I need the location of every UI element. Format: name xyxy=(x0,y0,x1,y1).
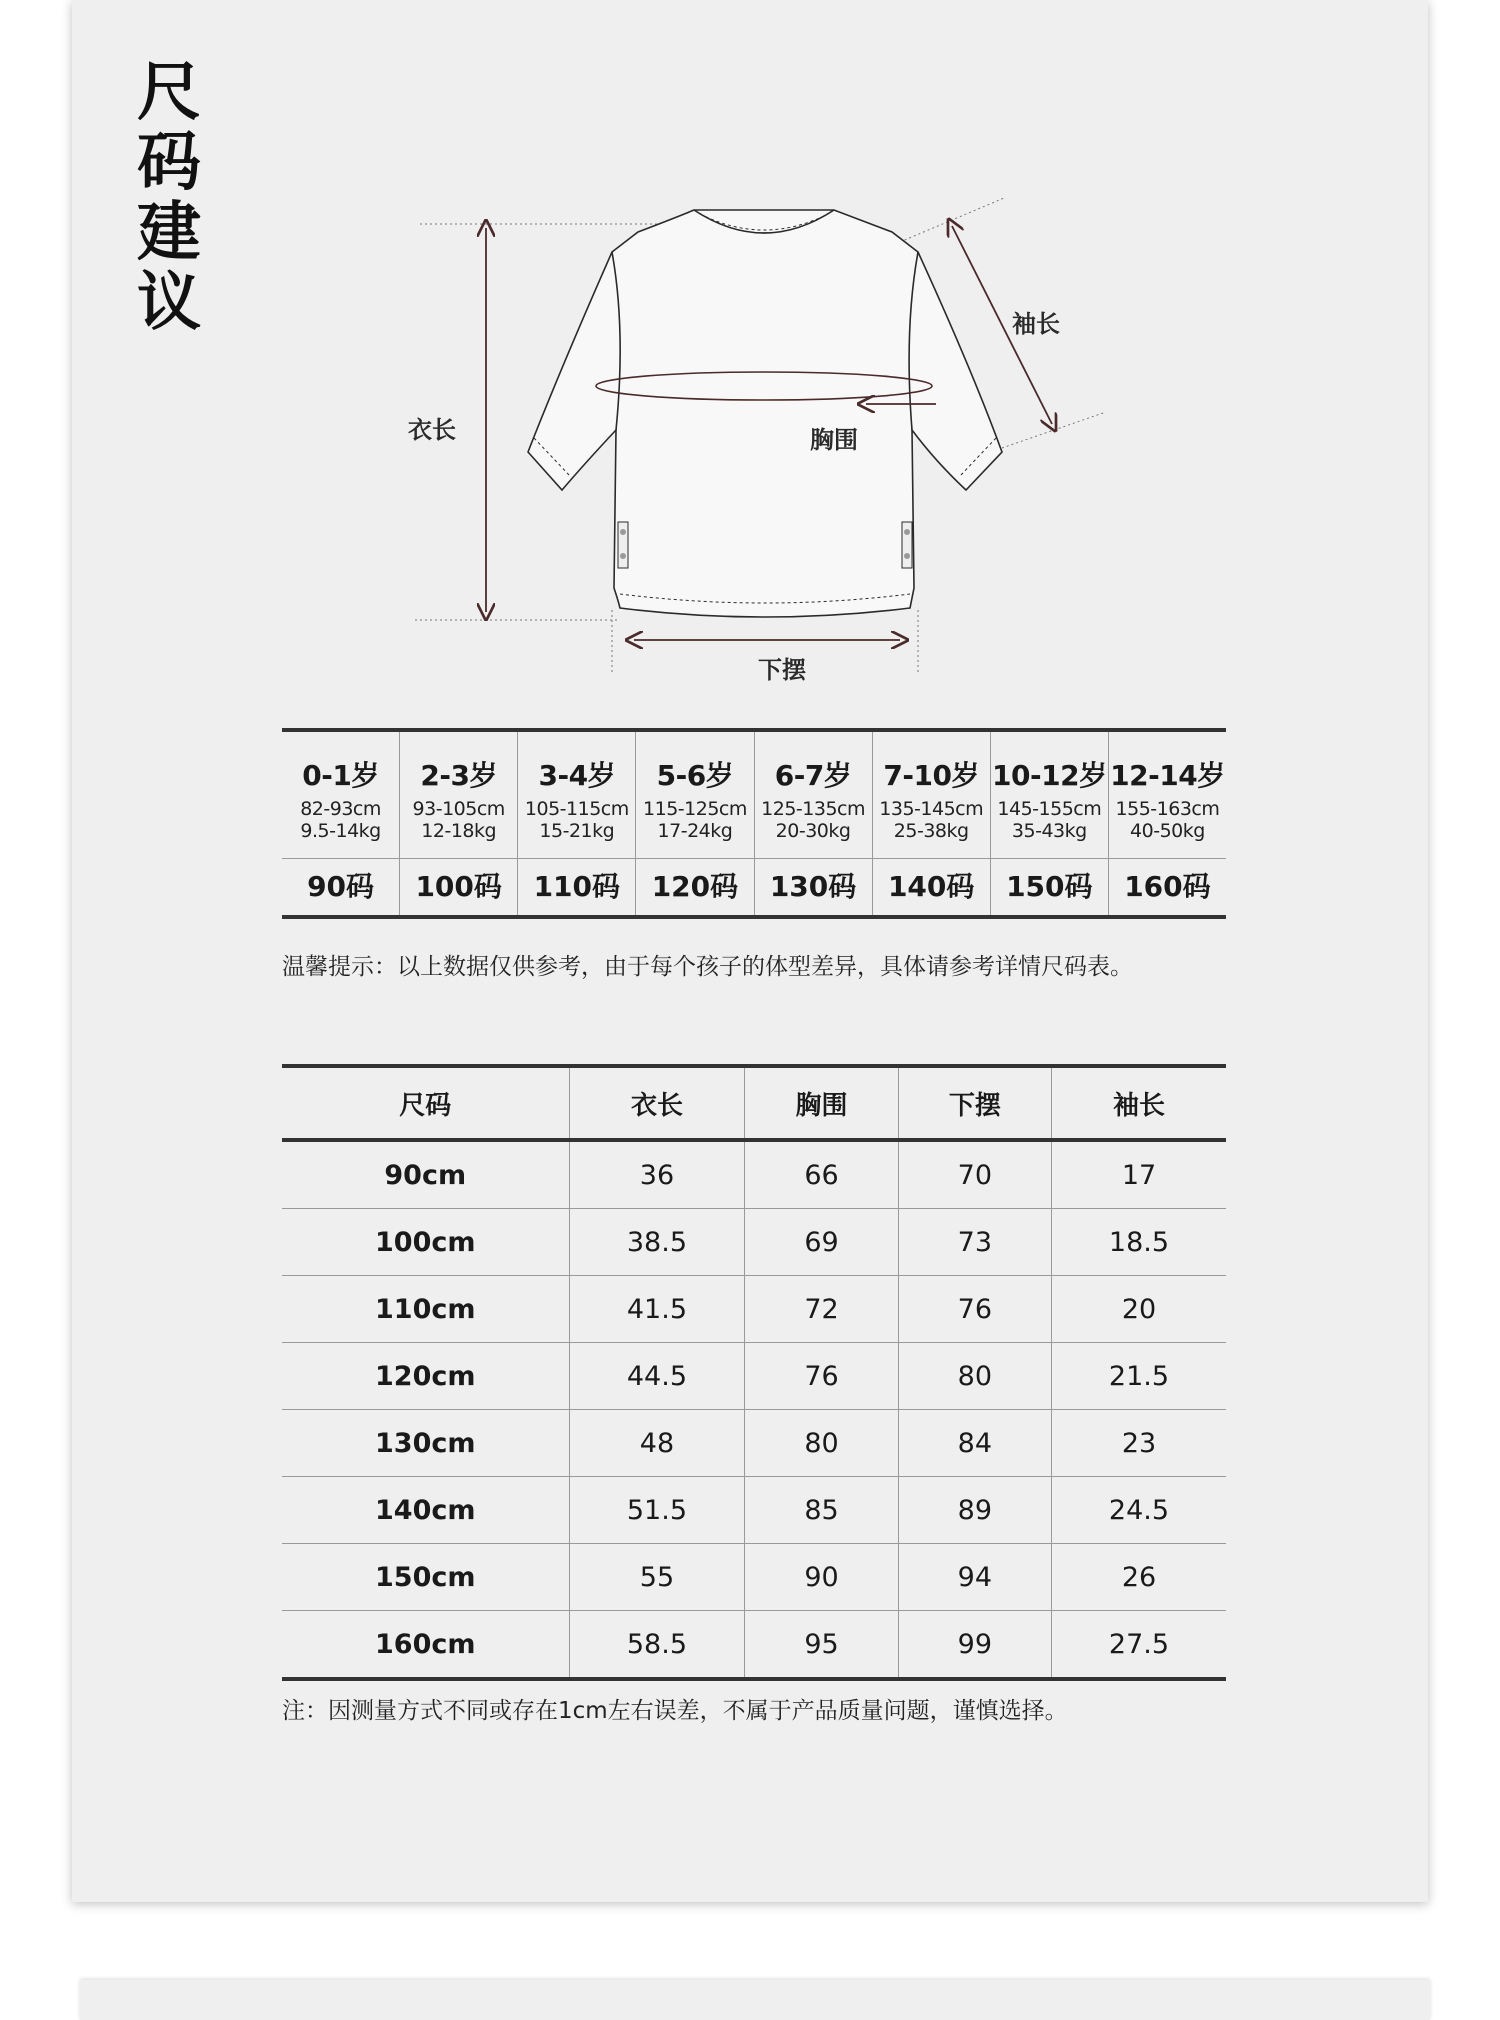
title-char: 码 xyxy=(137,126,201,200)
table-row xyxy=(282,1544,1226,1611)
age-range: 6-7岁 xyxy=(774,759,852,792)
recommendation-column xyxy=(282,732,399,915)
measurement-cell: 66 xyxy=(745,1140,898,1209)
age-range: 2-3岁 xyxy=(420,759,497,792)
column-header: 胸围 xyxy=(745,1066,898,1140)
height-range: 125-135cm xyxy=(761,798,865,820)
measurement-note: 注：因测量方式不同或存在1cm左右误差，不属于产品质量问题，谨慎选择。 xyxy=(282,1698,1068,1724)
measurement-cell: 36 xyxy=(569,1140,745,1209)
age-range: 5-6岁 xyxy=(656,759,734,792)
shirt-outline xyxy=(528,210,1002,617)
height-range: 115-125cm xyxy=(643,798,747,820)
size-chart-table xyxy=(282,1064,1226,1681)
size-cell: 110cm xyxy=(282,1276,569,1343)
page-title xyxy=(134,58,204,338)
measurement-cell: 69 xyxy=(745,1209,898,1276)
table-row xyxy=(282,1276,1226,1343)
recommendation-column xyxy=(990,732,1108,915)
measurement-cell: 85 xyxy=(745,1477,898,1544)
age-range: 7-10岁 xyxy=(883,759,979,792)
measurement-cell: 44.5 xyxy=(569,1343,745,1410)
recommended-size: 110码 xyxy=(518,858,635,915)
measurement-cell: 76 xyxy=(745,1343,898,1410)
measurement-cell: 24.5 xyxy=(1051,1477,1226,1544)
size-cell: 140cm xyxy=(282,1477,569,1544)
size-cell: 150cm xyxy=(282,1544,569,1611)
height-range: 135-145cm xyxy=(879,798,984,820)
height-range: 82-93cm xyxy=(300,798,381,820)
size-cell: 130cm xyxy=(282,1410,569,1477)
weight-range: 12-18kg xyxy=(421,820,497,842)
height-range: 155-163cm xyxy=(1115,798,1220,820)
measurement-cell: 95 xyxy=(745,1611,898,1680)
recommendation-column xyxy=(754,732,872,915)
recommendation-column xyxy=(1108,732,1226,915)
size-cell: 90cm xyxy=(282,1140,569,1209)
recommended-size: 100码 xyxy=(400,858,517,915)
table-row xyxy=(282,1410,1226,1477)
weight-range: 17-24kg xyxy=(657,820,733,842)
size-cell: 100cm xyxy=(282,1209,569,1276)
measurement-cell: 17 xyxy=(1051,1140,1226,1209)
recommended-size: 120码 xyxy=(636,858,753,915)
measurement-cell: 26 xyxy=(1051,1544,1226,1611)
measurement-cell: 72 xyxy=(745,1276,898,1343)
measurement-cell: 89 xyxy=(898,1477,1051,1544)
measurement-cell: 51.5 xyxy=(569,1477,745,1544)
recommendation-column xyxy=(517,732,635,915)
age-range: 12-14岁 xyxy=(1110,759,1225,792)
recommended-size: 140码 xyxy=(873,858,990,915)
weight-range: 40-50kg xyxy=(1130,820,1205,842)
measurement-cell: 99 xyxy=(898,1611,1051,1680)
measurement-cell: 90 xyxy=(745,1544,898,1611)
table-row xyxy=(282,1140,1226,1209)
weight-range: 9.5-14kg xyxy=(300,820,381,842)
measurement-cell: 80 xyxy=(898,1343,1051,1410)
measurement-cell: 73 xyxy=(898,1209,1051,1276)
weight-range: 35-43kg xyxy=(1011,820,1087,842)
title-char: 尺 xyxy=(137,56,201,130)
column-header: 尺码 xyxy=(282,1066,569,1140)
recommended-size: 150码 xyxy=(991,858,1108,915)
title-char: 建 xyxy=(137,196,201,270)
size-cell: 120cm xyxy=(282,1343,569,1410)
measurement-cell: 48 xyxy=(569,1410,745,1477)
measurement-cell: 38.5 xyxy=(569,1209,745,1276)
age-range: 3-4岁 xyxy=(538,759,616,792)
table-row xyxy=(282,1209,1226,1276)
measurement-cell: 84 xyxy=(898,1410,1051,1477)
weight-range: 25-38kg xyxy=(893,820,969,842)
measurement-cell: 94 xyxy=(898,1544,1051,1611)
recommended-size: 90码 xyxy=(282,858,399,915)
next-card-edge xyxy=(80,1980,1430,2020)
recommendation-column xyxy=(635,732,753,915)
recommended-size: 160码 xyxy=(1109,858,1226,915)
height-range: 105-115cm xyxy=(524,798,629,820)
table-row xyxy=(282,1477,1226,1544)
measurement-cell: 41.5 xyxy=(569,1276,745,1343)
measurement-cell: 55 xyxy=(569,1544,745,1611)
garment-diagram xyxy=(380,180,1140,690)
table-row xyxy=(282,1611,1226,1680)
hem-label: 下摆 xyxy=(758,656,806,684)
title-char: 议 xyxy=(137,266,201,340)
chest-label: 胸围 xyxy=(810,426,858,454)
measurement-cell: 80 xyxy=(745,1410,898,1477)
measurement-cell: 23 xyxy=(1051,1410,1226,1477)
column-header: 衣长 xyxy=(569,1066,745,1140)
size-cell: 160cm xyxy=(282,1611,569,1680)
age-range: 10-12岁 xyxy=(992,759,1107,792)
measurement-cell: 20 xyxy=(1051,1276,1226,1343)
size-recommendation-table xyxy=(282,728,1226,919)
weight-range: 15-21kg xyxy=(539,820,615,842)
length-label: 衣长 xyxy=(408,416,456,444)
measurement-cell: 70 xyxy=(898,1140,1051,1209)
column-header: 袖长 xyxy=(1051,1066,1226,1140)
size-chart-header-row xyxy=(282,1066,1226,1140)
measurement-cell: 18.5 xyxy=(1051,1209,1226,1276)
weight-range: 20-30kg xyxy=(775,820,851,842)
recommended-size: 130码 xyxy=(755,858,872,915)
age-range: 0-1岁 xyxy=(302,759,379,792)
recommendation-column xyxy=(399,732,517,915)
recommendation-tip: 温馨提示：以上数据仅供参考，由于每个孩子的体型差异，具体请参考详情尺码表。 xyxy=(282,954,1133,980)
table-row xyxy=(282,1343,1226,1410)
recommendation-column xyxy=(872,732,990,915)
height-range: 145-155cm xyxy=(997,798,1102,820)
measurement-cell: 21.5 xyxy=(1051,1343,1226,1410)
sleeve-label: 袖长 xyxy=(1012,310,1060,338)
measurement-cell: 58.5 xyxy=(569,1611,745,1680)
measurement-cell: 27.5 xyxy=(1051,1611,1226,1680)
height-range: 93-105cm xyxy=(412,798,505,820)
measurement-cell: 76 xyxy=(898,1276,1051,1343)
column-header: 下摆 xyxy=(898,1066,1051,1140)
